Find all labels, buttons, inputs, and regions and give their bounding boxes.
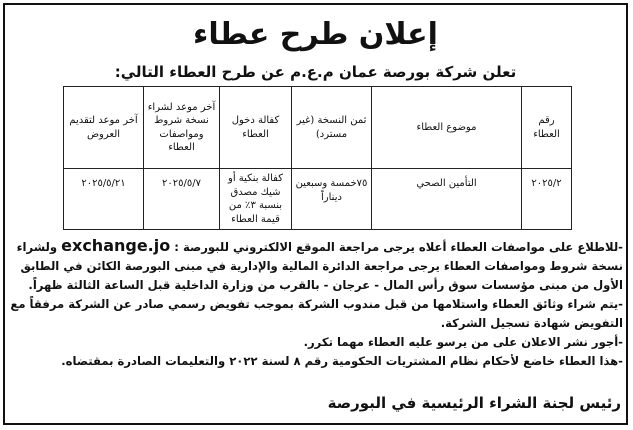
header-submission-deadline: آخر موعد لتقديم العروض bbox=[64, 87, 144, 169]
cell-copy-price: ٧٥خمسة وسبعين ديناراً bbox=[292, 169, 372, 230]
note-3: -أجور نشر الاعلان على من يرسو عليه العطاء مهما تكرر. bbox=[303, 335, 623, 349]
cell-tender-subject: التأمين الصحي bbox=[372, 169, 522, 230]
cell-tender-number: ٢٠٢٥/٢ bbox=[522, 169, 572, 230]
header-copy-price: ثمن النسخة (غير مسترد) bbox=[292, 87, 372, 169]
notes-section bbox=[10, 236, 623, 371]
header-tender-subject: موضوع العطاء bbox=[372, 87, 522, 169]
cell-entry-bond: كفالة بنكية أو شيك مصدق بنسبة ٣٪ من قيمة العطاء bbox=[220, 169, 292, 230]
signature-line: رئيس لجنة الشراء الرئيسية في البورصة bbox=[327, 394, 621, 412]
header-entry-bond: كفالة دخول العطاء bbox=[220, 87, 292, 169]
note-4: -هذا العطاء خاضع لأحكام نظام المشتريات الحكومية رقم ٨ لسنة ٢٠٢٢ والتعليمات الصادرة بمقتضاه. bbox=[61, 354, 623, 368]
cell-purchase-deadline: ٢٠٢٥/٥/٧ bbox=[144, 169, 220, 230]
header-purchase-deadline: آخر موعد لشراء نسخة شروط ومواصفات العطاء bbox=[144, 87, 220, 169]
page-subtitle: تعلن شركة بورصة عمان م.ع.م عن طرح العطاء التالي: bbox=[114, 63, 517, 81]
table-row bbox=[64, 169, 572, 230]
header-tender-number: رقم العطاء bbox=[522, 87, 572, 169]
table-header-row bbox=[64, 87, 572, 169]
page-title: إعلان طرح عطاء bbox=[193, 17, 438, 52]
note-2: -يتم شراء وثائق العطاء واستلامها من قبل مندوب الشركة بموجب تفويض رسمي صادر عن الشركة مرفقاً مع التفويض شهادة تسجيل الشركة. bbox=[10, 297, 623, 330]
website-link[interactable]: exchange.jo bbox=[61, 236, 171, 255]
note-1-intro: -للاطلاع على مواصفات العطاء أعلاه يرجى مراجعة الموقع الالكتروني للبورصة : bbox=[174, 240, 623, 254]
tender-table bbox=[63, 86, 572, 230]
note-1 bbox=[10, 236, 623, 295]
note-1-details: ولشراء نسخة شروط ومواصفات العطاء يرجى مراجعة الدائرة المالية والإدارية في مبنى البورصة الكائن في الطابق الأول من مبنى مؤسسات سوق رأس المال - عرجان - بالقرب من وزارة الداخلية قبل الساعة الثالثة ظهراً. bbox=[16, 240, 623, 292]
cell-submission-deadline: ٢٠٢٥/٥/٢١ bbox=[64, 169, 144, 230]
